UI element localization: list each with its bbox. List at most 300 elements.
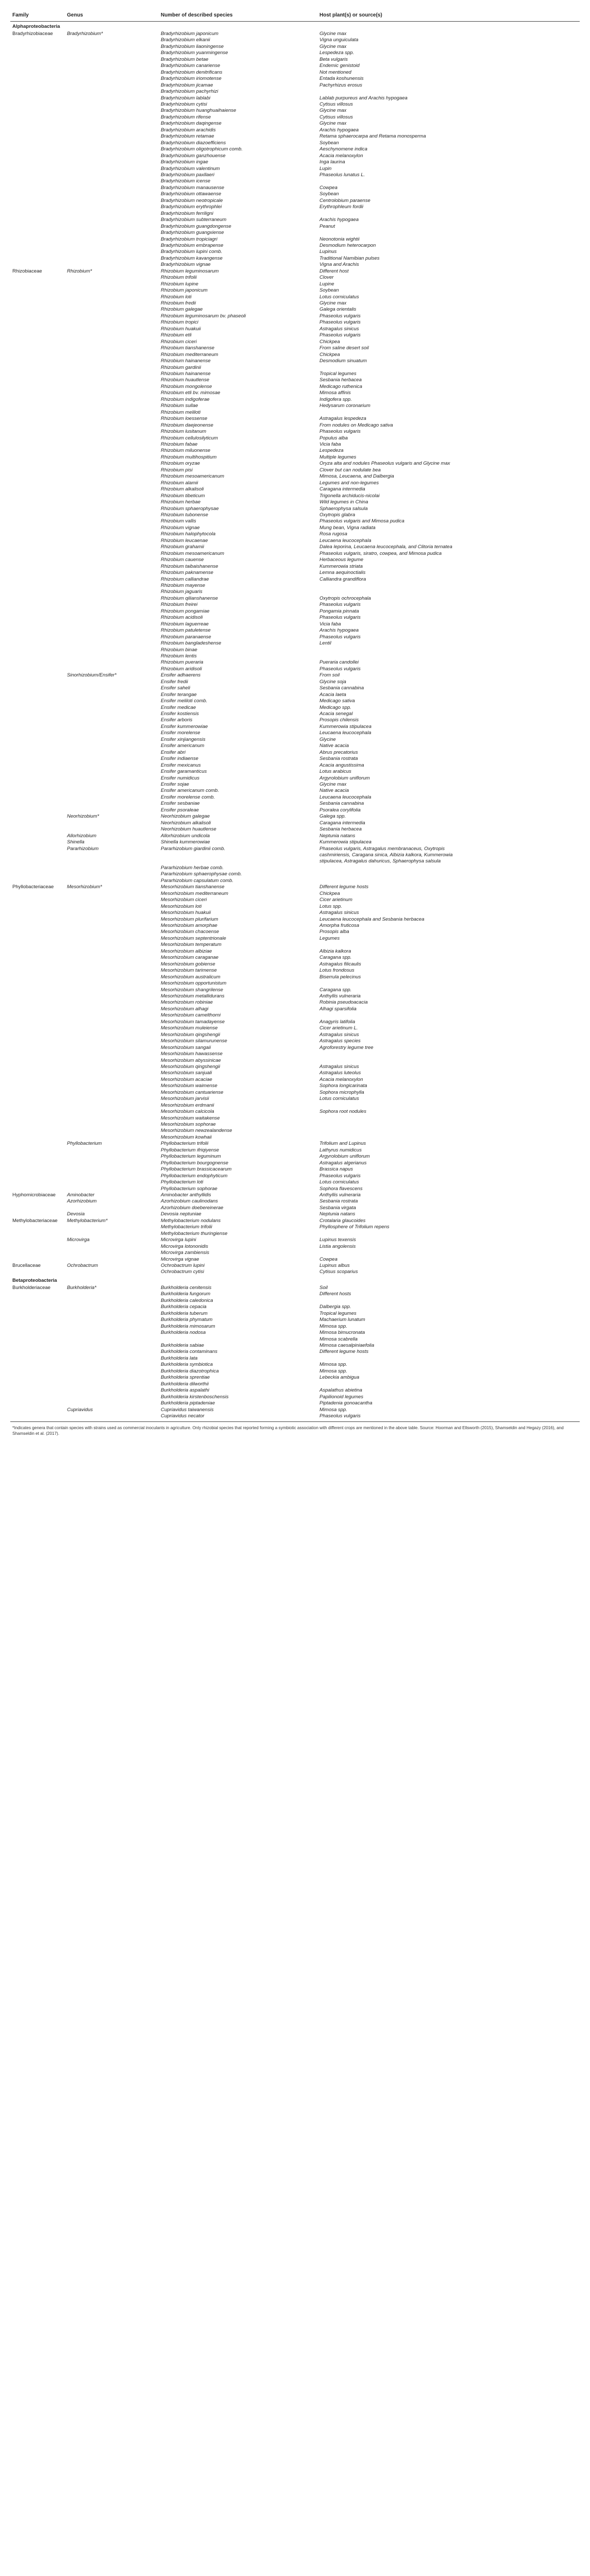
host-cell: Retama sphaerocarpa and Retama monosperma — [319, 133, 426, 140]
table-row — [10, 63, 580, 69]
host-cell: Glycine max — [319, 43, 347, 49]
genus-cell — [65, 717, 159, 723]
table-row — [10, 1205, 580, 1211]
genus-cell — [65, 615, 159, 621]
table-row — [10, 249, 580, 255]
table-row — [10, 628, 580, 634]
family-cell — [10, 955, 65, 961]
genus-cell — [65, 1070, 159, 1076]
genus-cell — [65, 70, 159, 76]
species-cell: Rhizobium vignae — [161, 524, 200, 531]
family-cell — [10, 281, 65, 287]
table-row — [10, 942, 580, 948]
table-row — [10, 705, 580, 711]
table-row — [10, 884, 580, 890]
species-cell: Rhizobium indigoferae — [161, 396, 210, 402]
species-cell: Rhizobium lupine — [161, 281, 198, 287]
host-cell — [317, 980, 580, 987]
species-cell: Methylobacterium trifolii — [161, 1224, 212, 1230]
genus-cell — [65, 577, 159, 583]
table-row — [10, 564, 580, 570]
table-row — [10, 358, 580, 364]
host-cell: Prosopis alba — [319, 929, 349, 935]
genus-cell — [65, 794, 159, 801]
table-row — [10, 1090, 580, 1096]
host-cell: Mimosa caesalpiniaefolia — [319, 1342, 375, 1348]
genus-cell — [65, 1147, 159, 1154]
table-row — [10, 101, 580, 108]
genus-cell — [65, 948, 159, 955]
table-row — [10, 788, 580, 794]
species-cell: Bradyrhizobium paxllaeri — [161, 172, 215, 178]
table-row — [10, 1186, 580, 1192]
table-row — [10, 1211, 580, 1217]
genus-cell: Phyllobacterium — [67, 1141, 102, 1147]
species-cell: Rhizobium trifolii — [161, 275, 197, 281]
species-cell: Bradyrhizobium liaoningense — [161, 43, 224, 49]
species-cell: Rhizobium leguminosarum — [161, 268, 219, 274]
family-cell — [10, 467, 65, 473]
species-cell: Mesorhizobium loti — [161, 903, 202, 909]
species-cell: Rhizobium etli bv. mimosae — [161, 390, 221, 396]
genus-cell — [65, 243, 159, 249]
table-row — [10, 377, 580, 383]
host-cell: Acacia melanoxylon — [319, 152, 363, 159]
table-row — [10, 281, 580, 287]
table-header-row — [10, 10, 580, 22]
host-cell: Entada koshunensis — [319, 76, 364, 82]
species-cell: Mesorhizobium hawassense — [161, 1051, 223, 1057]
species-cell: Rhizobium acidisoli — [161, 615, 203, 621]
host-cell: Chickpea — [319, 338, 340, 345]
host-cell: Listia angolensis — [319, 1243, 356, 1249]
table-row — [10, 178, 580, 184]
species-cell: Bradyrhizobium cytisi — [161, 101, 207, 107]
genus-cell — [65, 1400, 159, 1406]
genus-cell — [65, 416, 159, 422]
table-row — [10, 1330, 580, 1336]
family-cell — [10, 833, 65, 839]
species-cell: Bradyrhizobium ganzhouense — [161, 152, 226, 159]
genus-cell — [65, 993, 159, 999]
host-cell: Multiple legumes — [319, 454, 357, 460]
species-cell: Neorhizobium galegae — [161, 814, 210, 820]
species-cell: Rhizobium sullae — [161, 403, 198, 409]
genus-cell: Shinella — [67, 839, 85, 845]
table-row — [10, 1173, 580, 1179]
host-cell: Hedysarum coronarium — [319, 403, 370, 409]
family-cell — [10, 1394, 65, 1400]
family-cell — [10, 1019, 65, 1025]
genus-cell — [65, 1154, 159, 1160]
table-row — [10, 833, 580, 839]
genus-cell — [65, 705, 159, 711]
family-cell — [10, 1250, 65, 1256]
genus-cell — [65, 1224, 159, 1230]
family-cell — [10, 95, 65, 101]
species-cell: Burkholderia dilworthii — [161, 1381, 209, 1387]
table-row — [10, 1304, 580, 1310]
family-cell — [10, 698, 65, 704]
host-cell: Sesbania rostrata — [319, 756, 358, 762]
family-cell — [10, 1330, 65, 1336]
genus-cell — [65, 1375, 159, 1381]
table-row — [10, 1311, 580, 1317]
species-cell: Rhizobium patuletense — [161, 628, 211, 634]
host-cell: Phaseolus vulgaris, Astragalus membranaceus, Oxytropis — [319, 845, 445, 852]
host-cell: Lotus corniculatus — [319, 294, 359, 300]
family-cell — [10, 133, 65, 140]
genus-cell — [65, 1032, 159, 1038]
family-cell — [10, 750, 65, 756]
host-cell: Astragalus sinicus — [319, 910, 359, 916]
family-cell — [10, 1147, 65, 1154]
genus-cell: Neorhizobium* — [67, 814, 99, 820]
genus-cell — [65, 1205, 159, 1211]
family-cell — [10, 236, 65, 243]
genus-cell — [65, 1064, 159, 1070]
family-cell — [10, 1064, 65, 1070]
genus-cell — [65, 313, 159, 319]
species-cell: Rhizobium paknamense — [161, 570, 213, 576]
host-cell: Mimosa spp. — [319, 1362, 347, 1368]
table-row — [10, 185, 580, 191]
species-cell: Rhizobium galegae — [161, 307, 203, 313]
host-cell: Peanut — [319, 223, 335, 229]
species-cell: Mesorhizobium abyssinicae — [161, 1057, 221, 1063]
family-cell — [10, 1205, 65, 1211]
genus-cell — [65, 518, 159, 524]
host-cell: Astragalus species — [319, 1038, 361, 1044]
host-cell — [317, 653, 580, 659]
genus-cell — [65, 666, 159, 672]
genus-cell — [65, 1387, 159, 1394]
host-cell: Leucaena leucocephala — [319, 537, 372, 544]
genus-cell — [65, 762, 159, 769]
family-cell — [10, 737, 65, 743]
species-cell: Rhizobium multihospitium — [161, 454, 217, 460]
genus-cell — [65, 352, 159, 358]
table-row — [10, 1375, 580, 1381]
species-cell: Ensifer arboris — [161, 717, 193, 723]
species-cell: Mesorhizobium tamadayense — [161, 1019, 225, 1025]
table-row — [10, 1381, 580, 1387]
genus-cell — [65, 1381, 159, 1387]
table-row — [10, 422, 580, 429]
genus-cell — [65, 974, 159, 980]
host-cell: Mimosa spp. — [319, 1368, 347, 1374]
table-row — [10, 365, 580, 371]
species-cell: Bradyrhizobium pachyrhizi — [161, 89, 218, 95]
table-row — [10, 653, 580, 659]
family-cell — [10, 891, 65, 897]
species-cell: Mesorhizobium amorphae — [161, 922, 217, 928]
genus-cell — [65, 583, 159, 589]
genus-cell: Cupriavidus — [67, 1406, 93, 1413]
table-row — [10, 1006, 580, 1012]
genus-cell — [65, 358, 159, 364]
species-cell: Ensifer sojae — [161, 782, 189, 788]
species-cell: Rhizobium tianshanense — [161, 345, 215, 351]
species-cell: Mesorhizobium jarvisii — [161, 1096, 209, 1102]
host-cell: Glycine max — [319, 300, 347, 307]
table-row — [10, 839, 580, 845]
table-row — [10, 1166, 580, 1173]
family-cell — [10, 1349, 65, 1355]
table-row — [10, 1109, 580, 1115]
host-cell: Lupine — [319, 281, 334, 287]
genus-cell — [65, 538, 159, 544]
genus-cell — [65, 1166, 159, 1173]
genus-cell — [65, 788, 159, 794]
host-cell: Sophora longicarinata — [319, 1083, 367, 1089]
family-cell — [10, 730, 65, 736]
family-cell — [10, 544, 65, 550]
host-cell: Phaseolus vulgaris, siratro, cowpea, and Mimosa pudica — [319, 550, 442, 556]
host-cell: Lotus spp. — [319, 903, 342, 909]
host-cell: stipulacea, Astragalus dahuricus, Sphaerophysa salsula — [319, 858, 441, 865]
species-cell: Rhizobium loessense — [161, 416, 208, 422]
host-cell: Soybean — [319, 287, 339, 294]
genus-cell — [65, 634, 159, 640]
table-row — [10, 211, 580, 217]
host-cell: Mimosa spp. — [319, 1323, 347, 1329]
genus-cell — [65, 345, 159, 351]
species-cell: Cupriavidus taiwanensis — [161, 1406, 214, 1413]
table-row — [10, 955, 580, 961]
family-cell — [10, 172, 65, 178]
species-cell: Mesorhizobium septentrionale — [161, 935, 226, 941]
family-cell — [10, 300, 65, 307]
family-cell — [10, 256, 65, 262]
host-cell — [317, 1381, 580, 1387]
family-cell — [10, 480, 65, 486]
host-cell: Pongamia pinnata — [319, 608, 359, 614]
family-cell — [10, 1186, 65, 1192]
family-cell — [10, 1298, 65, 1304]
species-cell: Rhizobium halophytocola — [161, 531, 216, 537]
table-row — [10, 551, 580, 557]
table-row — [10, 775, 580, 782]
species-cell — [159, 1336, 317, 1343]
species-cell: Ensifer fredii — [161, 679, 188, 685]
table-row — [10, 461, 580, 467]
species-cell: Bradyrhizobium arachidis — [161, 127, 216, 133]
genus-cell — [65, 1362, 159, 1368]
host-cell: Populus alba — [319, 435, 348, 441]
species-cell: Ensifer morelense — [161, 730, 200, 736]
table-row — [10, 166, 580, 172]
family-cell — [10, 1115, 65, 1122]
table-row — [10, 512, 580, 518]
table-row — [10, 814, 580, 820]
table-row — [10, 172, 580, 178]
table-row — [10, 1141, 580, 1147]
host-cell: Glycine max — [319, 108, 347, 114]
genus-cell — [65, 127, 159, 133]
family-cell — [10, 1173, 65, 1179]
host-cell: Sesbania herbacea — [319, 377, 362, 383]
genus-cell — [65, 326, 159, 332]
host-cell: Kummerowia stipulacea — [319, 839, 372, 845]
family-cell — [10, 243, 65, 249]
table-row — [10, 980, 580, 987]
host-cell: Glycine max — [319, 31, 347, 37]
host-cell: Phaseolus vulgaris — [319, 634, 361, 640]
table-row — [10, 390, 580, 396]
species-cell: Burkholderia symbiotica — [161, 1362, 213, 1368]
host-cell: Different legume hosts — [319, 1349, 369, 1355]
species-cell: Rhizobium grahamii — [161, 544, 204, 550]
family-cell — [10, 1166, 65, 1173]
family-cell — [10, 1387, 65, 1394]
species-cell: Rhizobium freirei — [161, 602, 198, 608]
family-cell — [10, 640, 65, 647]
species-cell: Mesorhizobium australicum — [161, 974, 221, 980]
family-cell — [10, 1244, 65, 1250]
host-cell: Sophora flavescens — [319, 1185, 363, 1192]
table-row — [10, 1355, 580, 1362]
genus-cell — [65, 185, 159, 191]
genus-cell — [65, 281, 159, 287]
species-cell: Burkholderia kirstenboschensis — [161, 1394, 229, 1400]
genus-cell — [65, 750, 159, 756]
host-cell — [317, 365, 580, 371]
genus-cell — [65, 1413, 159, 1419]
table-row — [10, 339, 580, 345]
genus-cell — [65, 365, 159, 371]
species-cell: Bradyrhizobium iriomotense — [161, 76, 222, 82]
family-cell — [10, 486, 65, 493]
table-row — [10, 865, 580, 871]
host-cell: Astragalus sinicus — [319, 1063, 359, 1070]
host-cell: Mimosa affinis — [319, 390, 351, 396]
host-cell: Different host — [319, 268, 349, 274]
family-cell — [10, 1375, 65, 1381]
table-row — [10, 1160, 580, 1166]
family-cell — [10, 287, 65, 294]
genus-cell — [65, 1051, 159, 1057]
host-cell: Caragana spp. — [319, 987, 352, 993]
family-cell — [10, 178, 65, 184]
host-cell: Cicer arietinum L. — [319, 1025, 358, 1031]
genus-cell — [65, 191, 159, 197]
table-row — [10, 95, 580, 101]
table-row — [10, 698, 580, 704]
table-row — [10, 602, 580, 608]
genus-cell — [65, 44, 159, 50]
species-cell: Bradyrhizobium tropiciagri — [161, 236, 217, 242]
family-cell — [10, 531, 65, 537]
family-cell — [10, 332, 65, 338]
genus-cell — [65, 50, 159, 56]
species-cell: Burkholderia contaminans — [161, 1349, 217, 1355]
family-cell — [10, 679, 65, 685]
species-cell: Pararhizobium giardinii comb. — [161, 845, 226, 852]
family-cell — [10, 153, 65, 159]
genus-cell — [65, 711, 159, 717]
species-cell: Burkholderia caledonica — [161, 1297, 213, 1303]
family-cell — [10, 121, 65, 127]
family-cell — [10, 577, 65, 583]
species-cell: Rhizobium cauense — [161, 557, 204, 563]
family-cell — [10, 1032, 65, 1038]
genus-cell — [65, 820, 159, 826]
genus-cell — [65, 224, 159, 230]
genus-cell — [65, 897, 159, 903]
table-row — [10, 1070, 580, 1076]
host-cell: Aeschynomene indica — [319, 146, 367, 152]
host-cell: Galega spp. — [319, 814, 346, 820]
host-cell: Cowpea — [319, 184, 338, 191]
table-row — [10, 1343, 580, 1349]
genus-cell — [65, 153, 159, 159]
species-cell: Phyllobacterium sophorae — [161, 1185, 217, 1192]
table-row — [10, 146, 580, 152]
table-row — [10, 1122, 580, 1128]
family-cell — [10, 852, 65, 858]
table-row — [10, 1096, 580, 1102]
species-cell: Ensifer psoraleae — [161, 807, 199, 813]
genus-cell — [65, 82, 159, 89]
family-cell — [10, 442, 65, 448]
host-cell: Chickpea — [319, 351, 340, 358]
table-row — [10, 467, 580, 473]
host-cell: Piptadenia gonoacantha — [319, 1400, 373, 1406]
host-cell: Anagyris latifolia — [319, 1019, 356, 1025]
genus-cell: Methylobacterium* — [67, 1217, 108, 1224]
species-cell: Phyllobacterium brassicacearum — [161, 1166, 232, 1173]
table-row — [10, 672, 580, 679]
host-cell: Lathyrus numidicus — [319, 1147, 362, 1153]
table-row — [10, 910, 580, 916]
genus-cell — [65, 1058, 159, 1064]
family-cell — [10, 1103, 65, 1109]
family-cell — [10, 1025, 65, 1031]
family-cell — [10, 275, 65, 281]
host-cell: Medicago ruthenica — [319, 383, 362, 389]
host-cell: Oryza alta and nodules Phaseolus vulgaris and Glycine max — [319, 461, 450, 467]
genus-cell — [65, 929, 159, 935]
host-cell: Oxytropis glabra — [319, 512, 356, 518]
table-row — [10, 1077, 580, 1083]
family-cell — [10, 499, 65, 505]
host-cell: Kummerowia stipulacea — [319, 723, 372, 730]
host-cell: Aspalathus abietina — [319, 1387, 362, 1394]
family-cell — [10, 839, 65, 845]
table-row — [10, 44, 580, 50]
family-cell — [10, 993, 65, 999]
species-cell: Rhizobium calliandrae — [161, 576, 209, 582]
table-row — [10, 1224, 580, 1230]
table-row — [10, 1045, 580, 1051]
family-cell — [10, 140, 65, 146]
species-cell: Rhizobium mesoamericanum — [161, 473, 225, 480]
genus-cell — [65, 178, 159, 184]
genus-cell — [65, 512, 159, 518]
species-cell: Mesorhizobium silamurunense — [161, 1038, 227, 1044]
host-cell — [317, 211, 580, 217]
table-row — [10, 1349, 580, 1355]
host-cell: cashmiriensis, Caragana sinica, Albizia kalkora, Kummerowia — [319, 852, 453, 858]
genus-cell — [65, 980, 159, 987]
family-cell — [10, 1311, 65, 1317]
genus-cell — [65, 1179, 159, 1185]
host-cell: Abrus precatorius — [319, 749, 358, 755]
family-cell — [10, 814, 65, 820]
table-row — [10, 647, 580, 653]
family-cell — [10, 365, 65, 371]
